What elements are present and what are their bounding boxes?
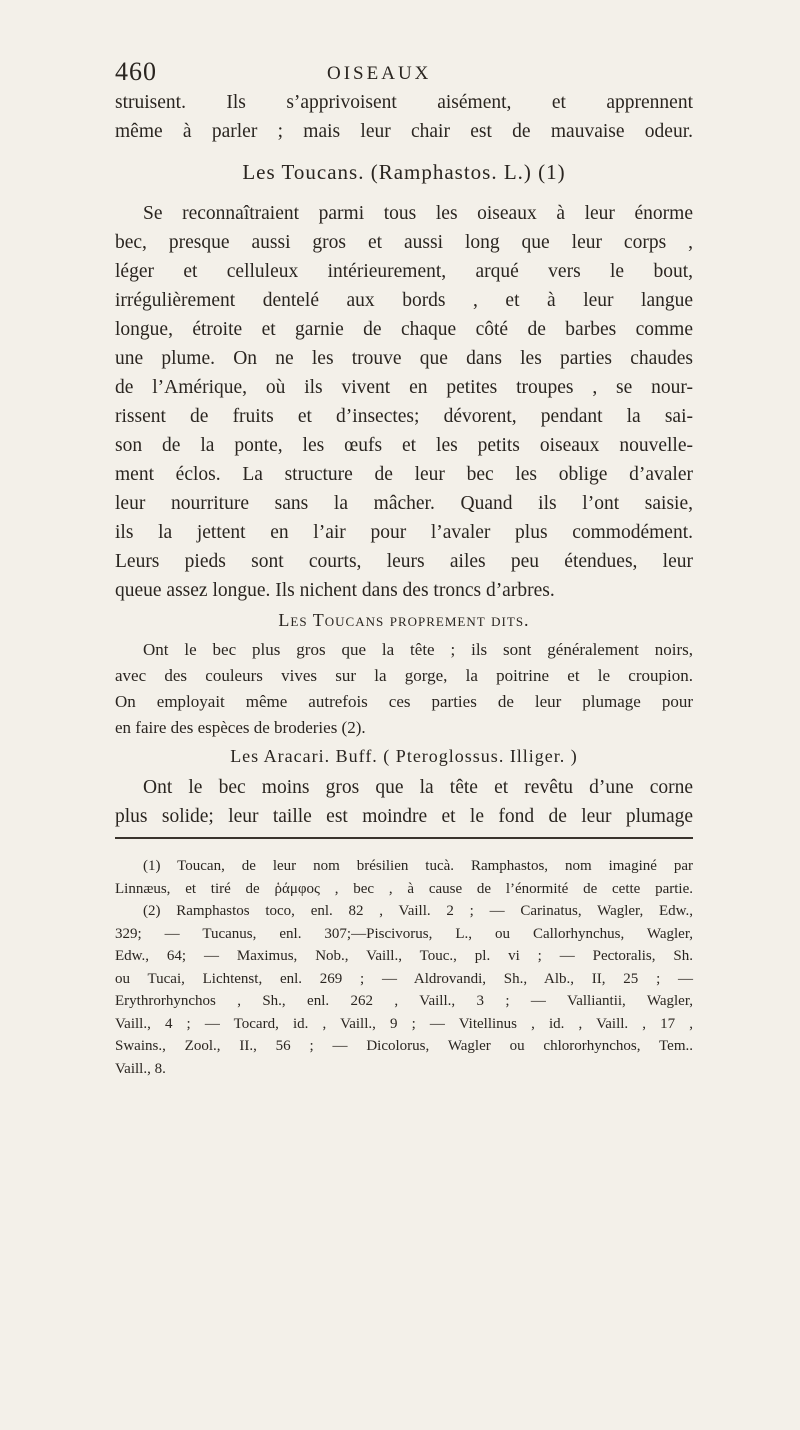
- text-line: son de la ponte, les œufs et les petits oiseaux nouvelle-: [115, 435, 693, 456]
- toucans-proper-paragraph: [115, 637, 693, 741]
- text-line: bec, presque aussi gros et aussi long que leur corps ,: [115, 232, 693, 253]
- running-head: [115, 55, 685, 91]
- text-line: léger et celluleux intérieurement, arqué vers le bout,: [115, 261, 693, 282]
- text-line: leur nourriture sans la mâcher. Quand ils l’ont saisie,: [115, 493, 693, 514]
- footnote-line: (2) Ramphastos toco, enl. 82 , Vaill. 2 ; — Carinatus, Wagler, Edw.,: [143, 903, 693, 919]
- footnote-line: Linnæus, et tiré de ῥάμφος , bec , à cause de l’énormité de cette partie.: [115, 880, 693, 897]
- text-line: Ont le bec moins gros que la tête et revêtu d’une corne: [143, 777, 693, 798]
- footnotes: [115, 855, 693, 1080]
- text-line: plus solide; leur taille est moindre et le fond de leur plumage: [115, 806, 693, 827]
- footnote-line: Vaill., 8.: [115, 1060, 166, 1077]
- toucans-paragraph: [115, 199, 693, 605]
- footnote-rule: [115, 837, 693, 839]
- footnote-line: 329; — Tucanus, enl. 307;—Piscivorus, L., ou Callorhynchus, Wagler,: [115, 925, 693, 942]
- text-line: avec des couleurs vives sur la gorge, la poitrine et le croupion.: [115, 666, 693, 685]
- text-line: On employait même autrefois ces parties de leur plumage pour: [115, 692, 693, 711]
- aracari-paragraph: [115, 773, 693, 831]
- footnote-line: Swains., Zool., II., 56 ; — Dicolorus, Wagler ou chlororhynchos, Tem..: [115, 1038, 693, 1054]
- section-heading-aracari: Les Aracari. Buff. ( Pteroglossus. Illiger. ): [230, 746, 578, 766]
- section-heading-toucans-proper: Les Toucans proprement dits.: [278, 610, 530, 630]
- text-line: struisent. Ils s’apprivoisent aisément, et apprennent: [115, 92, 693, 113]
- text-line: longue, étroite et garnie de chaque côté de barbes comme: [115, 319, 693, 340]
- text-line: Leurs pieds sont courts, leurs ailes peu étendues, leur: [115, 551, 693, 572]
- footnote-line: Vaill., 4 ; — Tocard, id. , Vaill., 9 ; — Vitellinus , id. , Vaill. , 17 ,: [115, 1015, 693, 1032]
- footnote-line: Erythrorhynchos , Sh., enl. 262 , Vaill., 3 ; — Valliantii, Wagler,: [115, 993, 693, 1009]
- text-line: queue assez longue. Ils nichent dans des troncs d’arbres.: [115, 580, 555, 601]
- page-body: [115, 88, 693, 1080]
- text-line: ils la jettent en l’air pour l’avaler plus commodément.: [115, 522, 693, 543]
- text-line: ment éclos. La structure de leur bec les oblige d’avaler: [115, 464, 693, 485]
- page-number: 460: [115, 57, 157, 86]
- footnote-line: (1) Toucan, de leur nom brésilien tucà. Ramphastos, nom imaginé par: [143, 858, 693, 874]
- section-heading-toucans: Les Toucans. (Ramphastos. L.) (1): [242, 160, 566, 184]
- text-line: une plume. On ne les trouve que dans les parties chaudes: [115, 348, 693, 369]
- footnote-line: ou Tucai, Lichtenst, enl. 269 ; — Aldrovandi, Sh., Alb., II, 25 ; —: [115, 970, 693, 987]
- text-line: même à parler ; mais leur chair est de mauvaise odeur.: [115, 121, 693, 142]
- running-title: OISEAUX: [327, 63, 432, 84]
- text-line: irrégulièrement dentelé aux bords , et à leur langue: [115, 290, 693, 311]
- footnote-line: Edw., 64; — Maximus, Nob., Vaill., Touc., pl. vi ; — Pectoralis, Sh.: [115, 948, 693, 964]
- text-line: en faire des espèces de broderies (2).: [115, 718, 366, 737]
- text-line: de l’Amérique, où ils vivent en petites troupes , se nour-: [115, 377, 693, 398]
- text-line: Se reconnaîtraient parmi tous les oiseaux à leur énorme: [143, 203, 693, 224]
- text-line: rissent de fruits et d’insectes; dévorent, pendant la sai-: [115, 406, 693, 427]
- intro-paragraph: [115, 88, 693, 146]
- text-line: Ont le bec plus gros que la tête ; ils sont généralement noirs,: [143, 640, 693, 659]
